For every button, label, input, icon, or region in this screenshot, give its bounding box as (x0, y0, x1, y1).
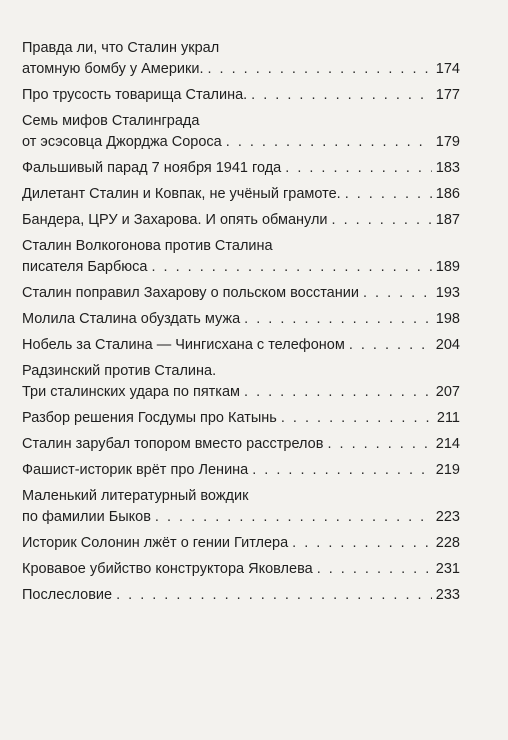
toc-entry (22, 460, 460, 481)
toc-entry-title-line: Сталин Волкогонова против Сталина (22, 238, 273, 254)
toc-entry (22, 533, 460, 554)
page-number: 207 (435, 384, 460, 400)
toc-entry-title-line: Молила Сталина обуздать мужа (22, 311, 241, 327)
toc-entry-title-line: по фамилии Быков (22, 509, 151, 525)
toc-entry (22, 408, 460, 429)
dot-leader (317, 559, 432, 580)
toc-entry (22, 184, 460, 205)
toc-entry-row (22, 559, 460, 580)
toc-entry-title-line: Фальшивый парад 7 ноября 1941 года (22, 160, 282, 176)
table-of-contents (22, 38, 460, 606)
page-number: 189 (435, 259, 460, 275)
dot-leader (327, 434, 431, 455)
toc-entry-title-line: Правда ли, что Сталин украл (22, 40, 220, 56)
toc-entry-row (22, 132, 460, 153)
dot-leader (244, 309, 432, 330)
page-number: 219 (435, 462, 460, 478)
page-number: 211 (436, 410, 460, 426)
toc-entry-title-line: Нобель за Сталина — Чингисхана с телефоном (22, 337, 345, 353)
dot-leader (285, 158, 432, 179)
toc-entry-title-line: Разбор решения Госдумы про Катынь (22, 410, 277, 426)
toc-entry-title-line: Историк Солонин лжёт о гении Гитлера (22, 535, 289, 551)
toc-entry-row (22, 335, 460, 356)
toc-entry (22, 283, 460, 304)
toc-entry (22, 585, 460, 606)
toc-entry-title-line: от эсэсовца Джорджа Сороса (22, 134, 222, 150)
toc-entry-row (22, 210, 460, 231)
page-number: 177 (435, 87, 460, 103)
page-number: 231 (435, 561, 460, 577)
dot-leader (252, 460, 432, 481)
toc-entry-title-line: Кровавое убийство конструктора Яковлева (22, 561, 313, 577)
page-number: 233 (435, 587, 460, 603)
toc-entry (22, 210, 460, 231)
toc-entry-row (22, 257, 460, 278)
dot-leader (244, 382, 432, 403)
toc-entry-title-line: писателя Барбюса (22, 259, 148, 275)
dot-leader (251, 85, 432, 106)
page-number: 193 (435, 285, 460, 301)
toc-entry-row (22, 158, 460, 179)
page-number: 198 (435, 311, 460, 327)
toc-entry (22, 236, 460, 278)
dot-leader (332, 210, 432, 231)
toc-entry (22, 111, 460, 153)
toc-entry (22, 361, 460, 403)
toc-entry-title-line: Радзинский против Сталина. (22, 363, 217, 379)
dot-leader (152, 257, 432, 278)
toc-entry (22, 38, 460, 80)
toc-entry-row (22, 382, 460, 403)
toc-entry-row (22, 434, 460, 455)
page-number: 214 (435, 436, 460, 452)
toc-entry (22, 335, 460, 356)
toc-entry-title-line: Семь мифов Сталинграда (22, 113, 200, 129)
toc-entry-title-line: Про трусость товарища Сталина. (22, 87, 248, 103)
toc-entry-title-line: Послесловие (22, 587, 113, 603)
toc-entry-title-line: атомную бомбу у Америки. (22, 61, 204, 77)
toc-entry-row (22, 184, 460, 205)
page-number: 187 (435, 212, 460, 228)
dot-leader (363, 283, 432, 304)
dot-leader (116, 585, 432, 606)
dot-leader (226, 132, 432, 153)
toc-entry (22, 486, 460, 528)
toc-entry (22, 559, 460, 580)
toc-entry-row (22, 59, 460, 80)
dot-leader (207, 59, 431, 80)
toc-entry (22, 158, 460, 179)
toc-entry-row (22, 408, 460, 429)
toc-entry (22, 434, 460, 455)
toc-entry-row (22, 507, 460, 528)
dot-leader (155, 507, 432, 528)
dot-leader (345, 184, 432, 205)
toc-entry-row (22, 309, 460, 330)
toc-entry-title-line: Бандера, ЦРУ и Захарова. И опять обманули (22, 212, 328, 228)
page-number: 186 (435, 186, 460, 202)
toc-entry-title-line: Фашист-историк врёт про Ленина (22, 462, 249, 478)
toc-entry (22, 309, 460, 330)
page-number: 228 (435, 535, 460, 551)
page-number: 223 (435, 509, 460, 525)
dot-leader (281, 408, 433, 429)
page-number: 179 (435, 134, 460, 150)
toc-entry-title-line: Три сталинских удара по пяткам (22, 384, 241, 400)
toc-entry-title-line: Дилетант Сталин и Ковпак, не учёный грамоте. (22, 186, 341, 202)
toc-entry-row (22, 283, 460, 304)
page-number: 204 (435, 337, 460, 353)
toc-entry (22, 85, 460, 106)
toc-entry-row (22, 533, 460, 554)
toc-entry-row (22, 85, 460, 106)
toc-entry-title-line: Сталин зарубал топором вместо расстрелов (22, 436, 324, 452)
toc-entry-title-line: Сталин поправил Захарову о польском восстании (22, 285, 359, 301)
toc-entry-row (22, 585, 460, 606)
page-number: 183 (435, 160, 460, 176)
toc-entry-row (22, 460, 460, 481)
page-number: 174 (435, 61, 460, 77)
dot-leader (292, 533, 432, 554)
toc-entry-title-line: Маленький литературный вождик (22, 488, 249, 504)
dot-leader (349, 335, 432, 356)
